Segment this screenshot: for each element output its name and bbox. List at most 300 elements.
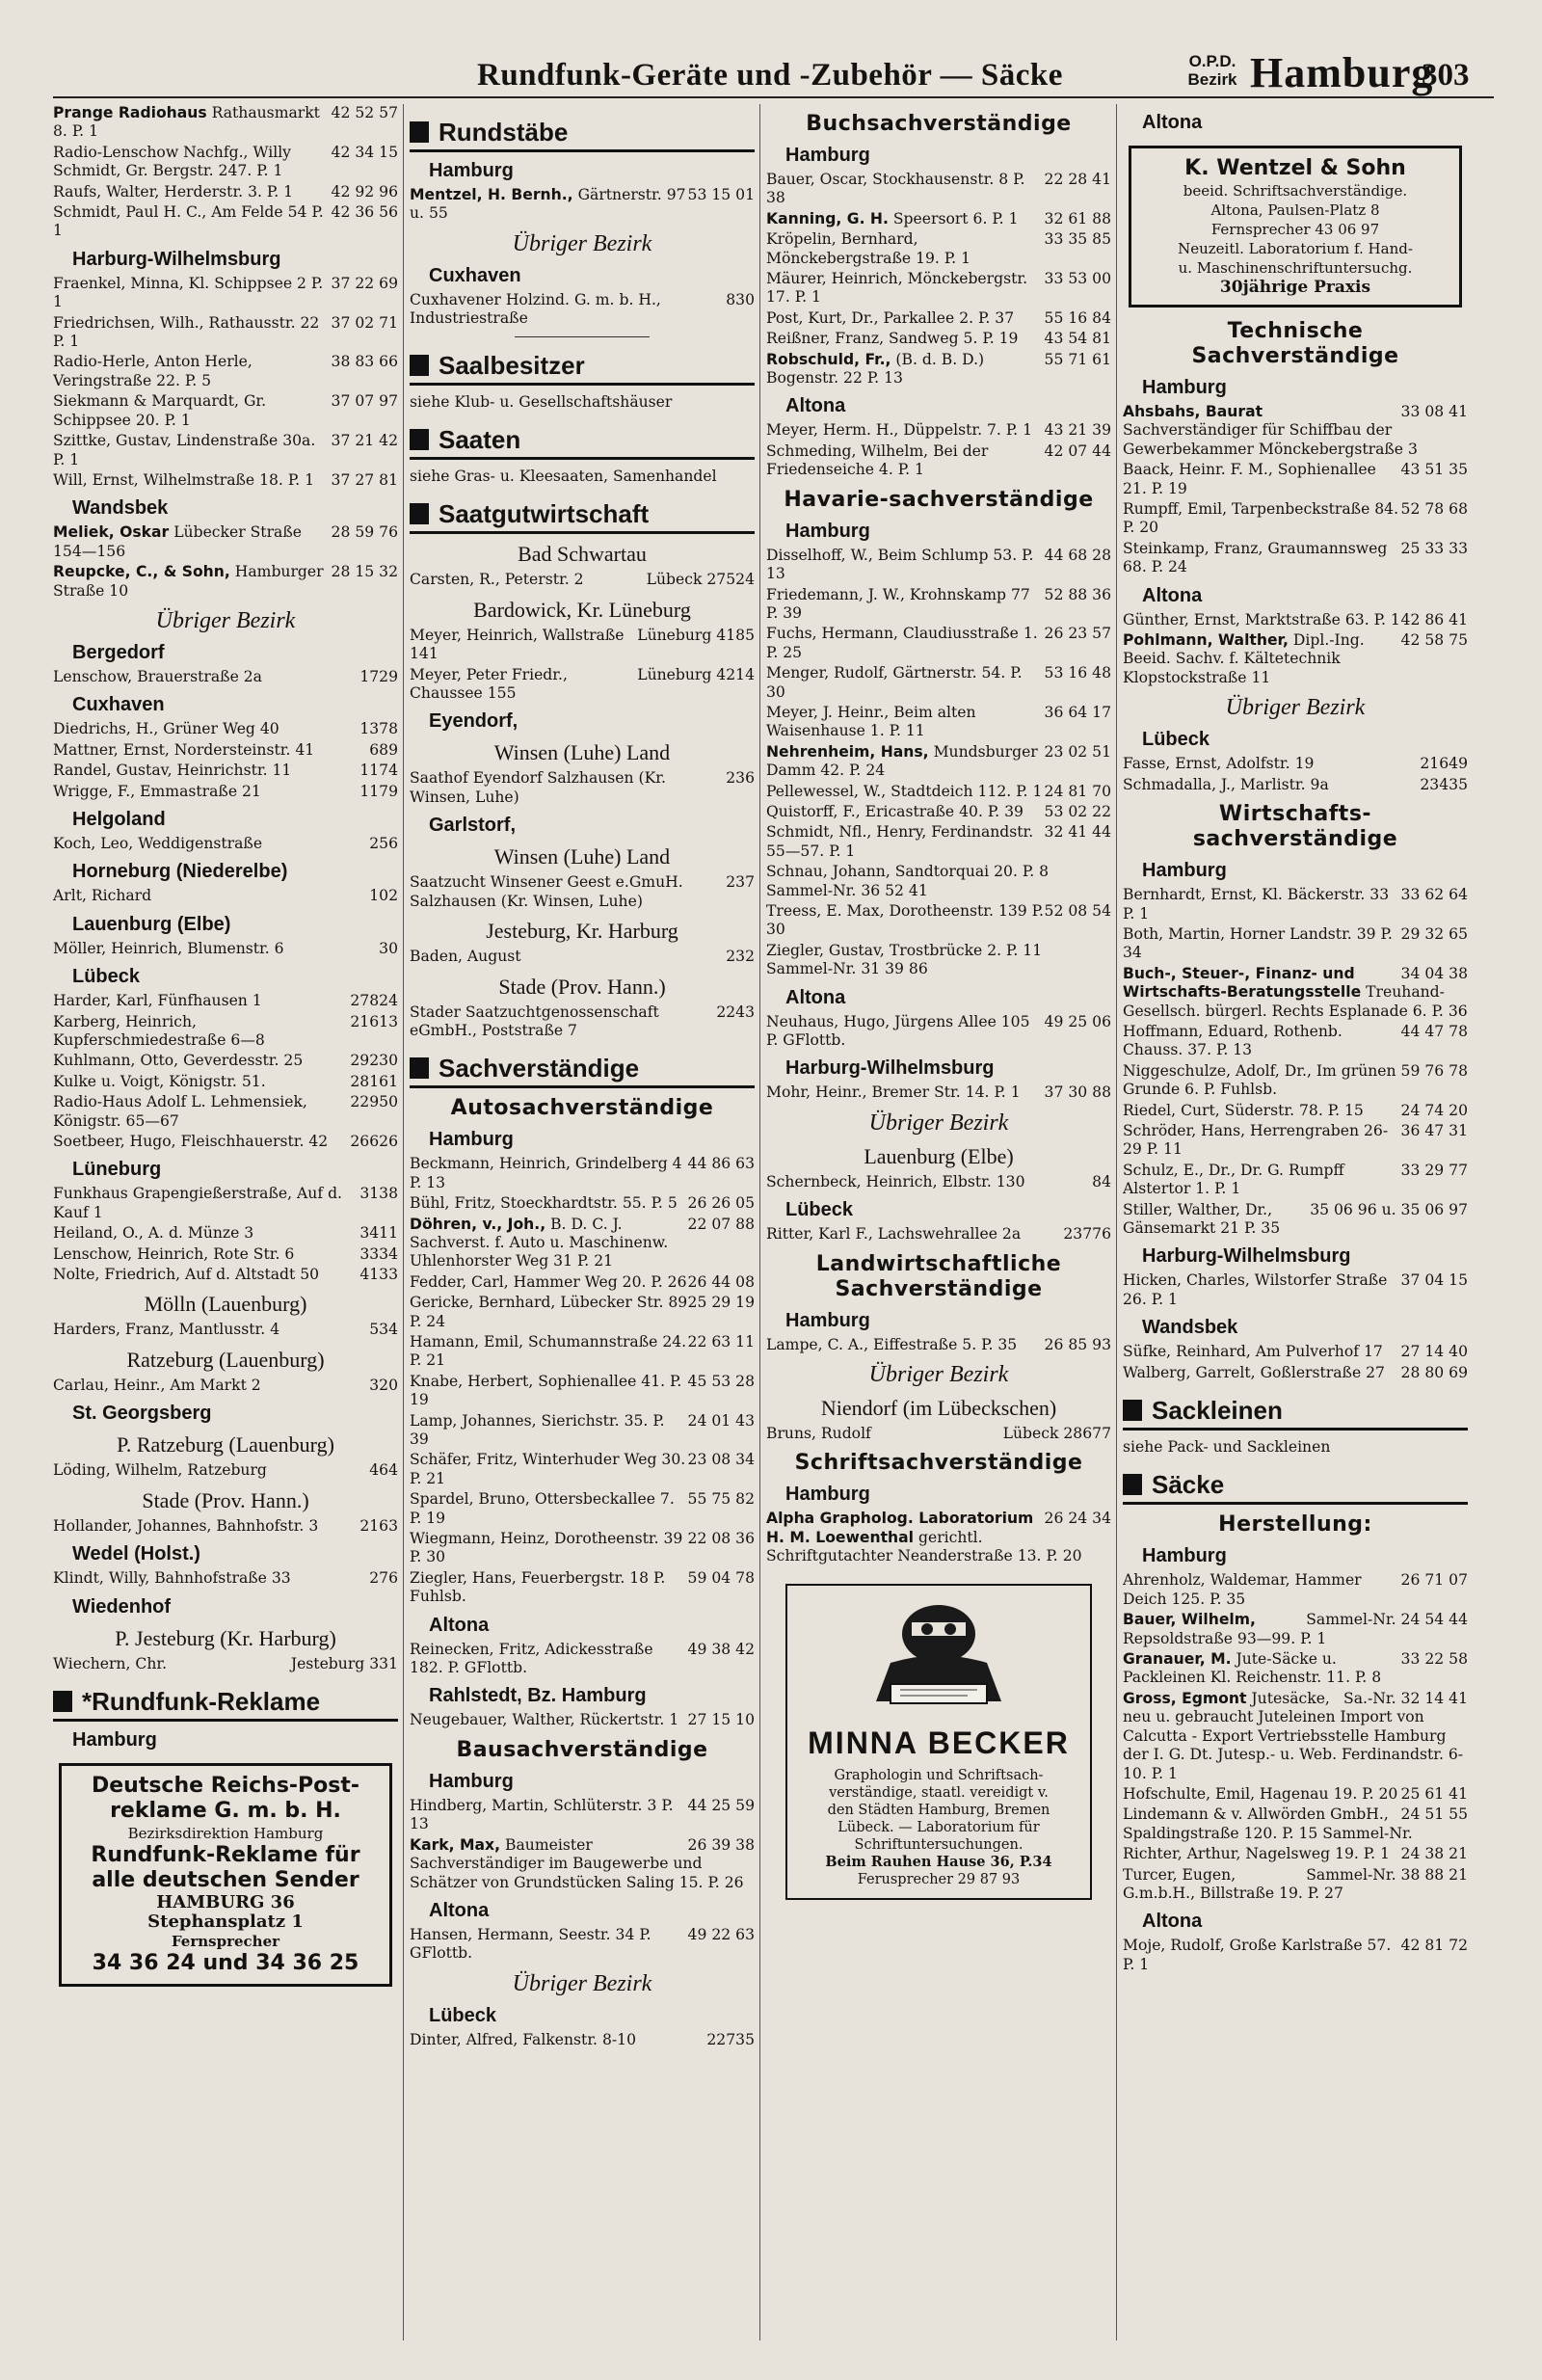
phone-number: 22 63 11 xyxy=(687,1332,755,1350)
directory-entry xyxy=(1123,965,1468,1021)
cross-reference: siehe Gras- u. Kleesaaten, Samenhandel xyxy=(410,468,717,486)
entry-address: Bauer, Oscar, Stockhausenstr. 8 P. 38 xyxy=(766,171,1025,207)
entry-address: Mäurer, Heinrich, Mönckebergstr. 17. P. 1 xyxy=(766,270,1028,307)
directory-entry xyxy=(1123,1690,1468,1783)
entry-address: Funkhaus Grapengießerstraße, Auf d. Kauf 1 xyxy=(53,1185,343,1221)
entry-address: B. D. C. J. Sachverst. f. Auto u. Maschinenw. Uhlenhorster Weg 31 P. 21 xyxy=(410,1215,669,1270)
entry-address: Jutesäcke, neu u. gebraucht Juteleinen Import von Calcutta - Export Vertriebsstelle Hamburg der I. G. Dt. Jutesp.- u. Web. Ferdinandstr. 6-10. P. 1 xyxy=(1123,1689,1464,1782)
phone-number: 32 41 44 xyxy=(1044,823,1111,842)
location-heading: Altona xyxy=(1142,584,1203,606)
location-heading: Eyendorf, xyxy=(429,710,518,733)
phone-number: 52 88 36 xyxy=(1044,585,1111,603)
entry-list xyxy=(410,1641,755,1678)
entry-list xyxy=(410,186,755,224)
entry-address: (B. d. B. D.) Bogenstr. 22 P. 13 xyxy=(766,350,985,388)
phone-number: 1729 xyxy=(359,667,398,685)
entry-address: Friedemann, J. W., Krohnskamp 77 P. 39 xyxy=(766,585,1030,622)
entry-address: Arlt, Richard xyxy=(53,887,152,905)
directory-entry xyxy=(53,203,398,241)
directory-entry xyxy=(766,309,1111,328)
entry-address: Karberg, Heinrich, Kupferschmiedestraße 6—8 xyxy=(53,1012,265,1049)
entry-address: Ziegler, Gustav, Trostbrücke 2. P. 11 Sammel-Nr. 31 39 86 xyxy=(766,941,1043,978)
phone-number: 53 15 01 xyxy=(687,186,755,203)
entry-address: Schulz, E., Dr., Dr. G. Rumpff Alstertor 1. P. 1 xyxy=(1123,1161,1344,1198)
subcategory-heading: Havarie-sachverständige xyxy=(784,487,1094,512)
entry-address: Ziegler, Hans, Feuerbergstr. 18 P. Fuhlsb. xyxy=(410,1568,666,1606)
location-heading: Lauenburg (Elbe) xyxy=(864,1143,1014,1168)
directory-entry xyxy=(410,1373,755,1410)
entry-address: Lenschow, Brauerstraße 2a xyxy=(53,667,262,685)
entry-address: Reißner, Franz, Sandweg 5. P. 19 xyxy=(766,330,1019,348)
entry-address: Bruns, Rudolf xyxy=(766,1425,871,1443)
entry-list xyxy=(410,627,755,704)
directory-entry xyxy=(766,823,1111,861)
entry-list xyxy=(1123,886,1468,1238)
directory-entry xyxy=(53,783,398,801)
column-rule xyxy=(759,104,760,2340)
entry-address: Treess, E. Max, Dorotheenstr. 139 P. 30 xyxy=(766,902,1044,939)
entry-address: Lamp, Johannes, Sierichstr. 35. P. 39 xyxy=(410,1411,665,1448)
entry-list xyxy=(410,769,755,807)
entry-address: Bühl, Fritz, Stoeckhardtstr. 55. P. 5 xyxy=(410,1194,678,1213)
phone-number: 1179 xyxy=(359,782,398,800)
opd-bottom: Bezirk xyxy=(1187,70,1237,89)
location-heading: Stade (Prov. Hann.) xyxy=(498,974,666,999)
phone-number: 27 14 40 xyxy=(1400,1343,1468,1361)
directory-entry xyxy=(1123,1102,1468,1120)
phone-number: 42 34 15 xyxy=(331,143,398,161)
location-heading: Hamburg xyxy=(429,160,514,181)
directory-entry xyxy=(766,1336,1111,1354)
opd-top: O.P.D. xyxy=(1188,52,1236,70)
location-heading: Bergedorf xyxy=(72,641,165,663)
directory-entry xyxy=(1123,1364,1468,1382)
directory-entry xyxy=(766,547,1111,584)
directory-entry xyxy=(766,902,1111,940)
entry-address: Dipl.-Ing. Beeid. Sachv. f. Kältetechnik Klopstockstraße 11 xyxy=(1123,631,1365,686)
entry-list xyxy=(53,1569,398,1588)
entry-address: Rumpff, Emil, Tarpenbeckstraße 84. P. 20 xyxy=(1123,500,1399,537)
entry-list xyxy=(766,1336,1111,1354)
location-heading: Harburg-Wilhelmsburg xyxy=(72,248,281,270)
entry-address: Saathof Eyendorf Salzhausen (Kr. Winsen, Luhe) xyxy=(410,769,666,806)
entry-name: Döhren, v., Joh., xyxy=(410,1215,546,1233)
phone-number: 37 04 15 xyxy=(1400,1271,1468,1290)
directory-entry xyxy=(410,948,755,966)
directory-entry xyxy=(1123,1343,1468,1361)
entry-address: Gärtnerstr. 97 u. 55 xyxy=(410,186,686,223)
entry-list xyxy=(766,1083,1111,1102)
entry-address: Lampe, C. A., Eiffestraße 5. P. 35 xyxy=(766,1335,1018,1353)
entry-name: Alpha Grapholog. Laboratorium H. M. Loewenthal xyxy=(766,1510,1034,1546)
phone-number: 42 92 96 xyxy=(331,182,398,201)
entry-address: Meyer, Peter Friedr., Chaussee 155 xyxy=(410,665,568,703)
location-heading: Wandsbek xyxy=(1142,1317,1238,1339)
region-heading: Übriger Bezirk xyxy=(1225,695,1366,721)
entry-name: Nehrenheim, Hans, xyxy=(766,742,929,761)
entry-address: Ritter, Karl F., Lachswehrallee 2a xyxy=(766,1225,1022,1243)
phone-number: 24 81 70 xyxy=(1044,782,1111,800)
location-heading: St. Georgsberg xyxy=(72,1403,212,1425)
directory-entry xyxy=(766,586,1111,624)
phone-number: 37 30 88 xyxy=(1044,1083,1111,1102)
entry-list xyxy=(53,1655,398,1673)
entry-list xyxy=(53,835,398,853)
location-heading: Hamburg xyxy=(72,1728,157,1751)
directory-entry xyxy=(53,144,398,181)
directory-entry xyxy=(766,442,1111,480)
directory-entry xyxy=(53,104,398,142)
phone-number: 236 xyxy=(726,769,755,788)
entry-address: Steinkamp, Franz, Graumannsweg 68. P. 24 xyxy=(1123,539,1388,576)
reading-figure-illustration xyxy=(833,1595,1045,1711)
entry-list xyxy=(1123,403,1468,577)
directory-entry xyxy=(410,291,755,329)
entry-address: Carsten, R., Peterstr. 2 xyxy=(410,571,584,589)
directory-entry xyxy=(1123,886,1468,923)
cross-reference: siehe Pack- und Sackleinen xyxy=(1123,1438,1331,1457)
directory-entry xyxy=(1123,461,1468,498)
entry-list xyxy=(53,104,398,241)
location-heading: Wiedenhof xyxy=(72,1595,172,1618)
entry-address: Rathausmarkt 8. P. 1 xyxy=(53,104,320,141)
entry-name: Prange Radiohaus xyxy=(53,104,207,121)
entry-address: Hindberg, Martin, Schlüterstr. 3 P. 13 xyxy=(410,1796,674,1833)
directory-entry xyxy=(410,1836,755,1892)
entry-address: Koch, Leo, Weddigenstraße xyxy=(53,834,263,852)
phone-number: 52 08 54 xyxy=(1044,902,1111,920)
entry-address: Richter, Arthur, Nagelsweg 19. P. 1 xyxy=(1123,1845,1390,1863)
region-heading: Übriger Bezirk xyxy=(868,1110,1009,1136)
entry-address: Meyer, Heinrich, Wallstraße 141 xyxy=(410,626,625,663)
phone-number: 44 68 28 xyxy=(1044,546,1111,564)
phone-number: 29230 xyxy=(350,1052,398,1070)
entry-list xyxy=(53,1321,398,1339)
entry-address: Jute-Säcke u. Packleinen Kl. Reichenstr. 11. P. 8 xyxy=(1123,1650,1382,1687)
phone-number: 59 76 78 xyxy=(1400,1061,1468,1080)
entry-address: Turcer, Eugen, G.m.b.H., Billstraße 19. P. 27 xyxy=(1123,1865,1343,1902)
location-heading: Bardowick, Kr. Lüneburg xyxy=(473,597,691,622)
location-subheading: P. Jesteburg (Kr. Harburg) xyxy=(115,1625,336,1650)
directory-entry xyxy=(53,1093,398,1131)
square-bullet-icon xyxy=(410,355,429,376)
phone-number: 35 06 96 u. 35 06 97 xyxy=(1310,1200,1468,1218)
entry-address: Harders, Franz, Mantlusstr. 4 xyxy=(53,1321,280,1339)
directory-entry xyxy=(53,1569,398,1588)
directory-entry xyxy=(766,1225,1111,1243)
entry-address: Friedrichsen, Wilh., Rathausstr. 22 P. 1 xyxy=(53,313,320,351)
phone-number: 49 22 63 xyxy=(687,1925,755,1943)
entry-address: gerichtl. Schriftgutachter Neanderstraße 13. P. 20 xyxy=(766,1528,1082,1565)
phone-number: 26 85 93 xyxy=(1044,1335,1111,1353)
entry-address: Stiller, Walther, Dr., Gänsemarkt 21 P. 35 xyxy=(1123,1200,1281,1237)
location-heading: Garlstorf, xyxy=(429,815,517,837)
entry-address: Schmidt, Nfl., Henry, Ferdinandstr. 55—57. P. 1 xyxy=(766,823,1034,860)
entry-name: Pohlmann, Walther, xyxy=(1123,631,1289,650)
entry-address: Wrigge, F., Emmastraße 21 xyxy=(53,782,261,800)
directory-entry xyxy=(766,1013,1111,1051)
column-4 xyxy=(1123,104,1468,2360)
directory-entry xyxy=(1123,755,1468,773)
entry-address: Speersort 6. P. 1 xyxy=(892,209,1019,227)
entry-address: Kuhlmann, Otto, Geverdesstr. 25 xyxy=(53,1052,304,1070)
entry-address: Fuchs, Hermann, Claudiusstraße 1. P. 25 xyxy=(766,625,1038,661)
phone-number: 36 64 17 xyxy=(1044,703,1111,721)
entry-list xyxy=(1123,755,1468,794)
subcategory-heading: Autosachverständige xyxy=(450,1096,714,1121)
entry-address: Lenschow, Heinrich, Rote Str. 6 xyxy=(53,1244,295,1263)
phone-number: 26 26 05 xyxy=(687,1194,755,1213)
directory-entry xyxy=(766,625,1111,662)
subcategory-heading: Landwirtschaftliche Sachverständige xyxy=(815,1251,1062,1301)
phone-number: 30 xyxy=(379,939,398,957)
location-heading: Lübeck xyxy=(429,2004,497,2026)
location-heading: Hamburg xyxy=(1142,1545,1227,1567)
entry-address: Meyer, Herm. H., Düppelstr. 7. P. 1 xyxy=(766,421,1032,440)
phone-number: 42 81 72 xyxy=(1400,1937,1468,1955)
page-title: Rundfunk-Geräte und -Zubehör — Säcke xyxy=(477,58,1063,93)
directory-entry xyxy=(766,704,1111,741)
region-heading: Übriger Bezirk xyxy=(512,1970,652,1996)
phone-number: 43 54 81 xyxy=(1044,330,1111,348)
entry-name: Kark, Max, xyxy=(410,1835,501,1854)
directory-entry xyxy=(410,666,755,704)
category-heading: Saaten xyxy=(410,425,755,460)
entry-name: Mentzel, H. Bernh., xyxy=(410,186,573,203)
phone-number: 37 07 97 xyxy=(331,392,398,411)
entry-address: Randel, Gustav, Heinrichstr. 11 xyxy=(53,762,292,780)
phone-number: 33 22 58 xyxy=(1400,1650,1468,1669)
phone-number: Sa.-Nr. 32 14 41 xyxy=(1343,1689,1468,1707)
entry-address: Mundsburger Damm 42. P. 24 xyxy=(766,742,1038,780)
entry-address: Löding, Wilhelm, Ratzeburg xyxy=(53,1461,267,1480)
location-heading: Hamburg xyxy=(429,1129,514,1151)
location-heading: Cuxhaven xyxy=(72,694,165,716)
subcategory-heading: Schriftsachverständige xyxy=(794,1451,1083,1476)
directory-entry xyxy=(410,1569,755,1607)
entry-list xyxy=(766,547,1111,979)
entry-address: Kulke u. Voigt, Königstr. 51. xyxy=(53,1072,266,1090)
entry-list xyxy=(1123,611,1468,688)
entry-address: Baden, August xyxy=(410,948,521,966)
region-heading: Übriger Bezirk xyxy=(155,607,296,633)
phone-number: 23435 xyxy=(1420,775,1468,793)
directory-entry xyxy=(53,1133,398,1151)
category-heading: Säcke xyxy=(1123,1470,1468,1505)
directory-entry xyxy=(53,523,398,561)
phone-number: Sammel-Nr. 24 54 44 xyxy=(1306,1611,1468,1629)
entry-list xyxy=(766,421,1111,479)
phone-number: 25 33 33 xyxy=(1400,539,1468,557)
phone-number: 25 61 41 xyxy=(1400,1784,1468,1803)
cross-reference: siehe Klub- u. Gesellschaftshäuser xyxy=(410,392,673,411)
entry-list xyxy=(53,1185,398,1284)
entry-address: Fraenkel, Minna, Kl. Schippsee 2 P. 1 xyxy=(53,274,324,311)
directory-entry xyxy=(766,330,1111,348)
phone-number: 24 38 21 xyxy=(1400,1845,1468,1863)
location-heading: Lübeck xyxy=(72,966,141,988)
phone-number: 26 71 07 xyxy=(1400,1571,1468,1590)
phone-number: 320 xyxy=(369,1376,398,1394)
directory-entry xyxy=(53,762,398,780)
directory-entry xyxy=(53,314,398,352)
opd-label xyxy=(1179,52,1246,89)
entry-address: Radio-Haus Adolf L. Lehmensiek, Königstr. 65—67 xyxy=(53,1093,307,1130)
phone-number: 33 62 64 xyxy=(1400,886,1468,904)
location-heading: Harburg-Wilhelmsburg xyxy=(1142,1245,1351,1268)
location-heading: Wandsbek xyxy=(72,497,169,520)
entry-address: Baumeister Sachverständiger im Baugewerbe und Schätzer von Grundstücken Saling 15. P. 26 xyxy=(410,1835,744,1891)
location-heading: Wedel (Holst.) xyxy=(72,1543,200,1565)
directory-entry xyxy=(1123,1162,1468,1199)
entry-list xyxy=(53,668,398,686)
entry-address: Hofschulte, Emil, Hagenau 19. P. 20 xyxy=(1123,1784,1398,1803)
phone-number: 2163 xyxy=(359,1516,398,1535)
entry-list xyxy=(53,992,398,1151)
directory-entry xyxy=(766,171,1111,208)
directory-entry xyxy=(766,803,1111,821)
location-heading: Hamburg xyxy=(1142,860,1227,882)
entry-list xyxy=(410,291,755,329)
category-heading: Saatgutwirtschaft xyxy=(410,499,755,534)
entry-list xyxy=(53,275,398,490)
entry-name: Robschuld, Fr., xyxy=(766,350,891,368)
location-heading: Horneburg (Niederelbe) xyxy=(72,861,288,883)
phone-number: Sammel-Nr. 38 88 21 xyxy=(1306,1865,1468,1884)
directory-entry xyxy=(410,769,755,807)
square-bullet-icon xyxy=(410,121,429,143)
phone-number: 37 27 81 xyxy=(331,470,398,489)
entry-address: Wiechern, Chr. xyxy=(53,1654,168,1672)
directory-entry xyxy=(53,835,398,853)
phone-number: 830 xyxy=(726,290,755,308)
location-heading: Helgoland xyxy=(72,808,166,830)
phone-number: 276 xyxy=(369,1569,398,1588)
phone-number: 43 21 39 xyxy=(1044,421,1111,440)
entry-list xyxy=(410,1155,755,1606)
directory-entry xyxy=(410,1490,755,1528)
entry-list xyxy=(766,1510,1111,1565)
entry-list xyxy=(53,523,398,601)
phone-number: 49 38 42 xyxy=(687,1640,755,1658)
entry-address: Treuhand-Gesellsch. bürgerl. Rechts Esplanade 6. P. 36 xyxy=(1123,983,1468,1020)
phone-number: 37 02 71 xyxy=(331,313,398,332)
entry-name: Kanning, G. H. xyxy=(766,209,889,227)
location-heading: Altona xyxy=(1142,112,1203,133)
directory-entry xyxy=(1123,1023,1468,1060)
directory-entry xyxy=(53,668,398,686)
phone-number: Lübeck 27524 xyxy=(646,571,755,589)
entry-address: Kröpelin, Bernhard, Mönckebergstraße 19. P. 1 xyxy=(766,230,970,267)
phone-number: 33 08 41 xyxy=(1400,403,1468,420)
entry-address: Soetbeer, Hugo, Fleischhauerstr. 42 xyxy=(53,1133,329,1151)
directory-entry xyxy=(410,873,755,911)
phone-number: 42 58 75 xyxy=(1400,631,1468,650)
entry-address: Harder, Karl, Fünfhausen 1 xyxy=(53,992,262,1010)
entry-name: Ahsbahs, Baurat xyxy=(1123,403,1263,420)
entry-address: Niggeschulze, Adolf, Dr., Im grünen Grunde 6. P. Fuhlsb. xyxy=(1123,1061,1396,1099)
location-heading: Hamburg xyxy=(785,520,870,542)
phone-number: 37 22 69 xyxy=(331,274,398,292)
phone-number: 26 44 08 xyxy=(687,1272,755,1291)
directory-entry xyxy=(410,1216,755,1271)
entry-address: Beckmann, Heinrich, Grindelberg 4 P. 13 xyxy=(410,1155,682,1191)
phone-number: 24 01 43 xyxy=(687,1411,755,1430)
entry-list xyxy=(766,1173,1111,1191)
directory-entry xyxy=(1123,540,1468,577)
directory-entry xyxy=(53,1185,398,1222)
phone-number: 2243 xyxy=(716,1003,755,1021)
entry-address: Lübecker Straße 154—156 xyxy=(53,523,302,560)
column-1 xyxy=(53,104,398,2360)
square-bullet-icon xyxy=(410,1057,429,1079)
directory-entry xyxy=(766,210,1111,228)
phone-number: 36 47 31 xyxy=(1400,1121,1468,1139)
directory-entry xyxy=(53,1224,398,1243)
location-heading: Bad Schwartau xyxy=(518,542,647,567)
directory-entry xyxy=(1123,1271,1468,1309)
directory-entry xyxy=(410,1155,755,1192)
phone-number: 21613 xyxy=(350,1012,398,1030)
entry-address: Süfke, Reinhard, Am Pulverhof 17 xyxy=(1123,1343,1383,1361)
entry-address: Schröder, Hans, Herrengraben 26-29 P. 11 xyxy=(1123,1121,1389,1159)
directory-entry xyxy=(53,353,398,390)
directory-entry xyxy=(53,1052,398,1070)
location-heading: Hamburg xyxy=(1142,377,1227,398)
entry-list xyxy=(53,1461,398,1480)
advert-title: MINNA BECKER xyxy=(808,1725,1070,1760)
phone-number: 44 47 78 xyxy=(1400,1022,1468,1040)
subcategory-heading: Wirtschafts-sachverständige xyxy=(1192,802,1398,852)
entry-list xyxy=(1123,1343,1468,1382)
entry-address: Schmeding, Wilhelm, Bei der Friedenseiche 4. P. 1 xyxy=(766,441,989,479)
directory-entry xyxy=(766,743,1111,781)
entry-list xyxy=(410,1926,755,1964)
directory-entry xyxy=(53,471,398,490)
entry-address: Hollander, Johannes, Bahnhofstr. 3 xyxy=(53,1516,319,1535)
location-heading: Jesteburg, Kr. Harburg xyxy=(486,919,678,944)
directory-entry xyxy=(1123,1201,1468,1239)
entry-name: Gross, Egmont xyxy=(1123,1689,1247,1707)
directory-entry xyxy=(53,1013,398,1051)
phone-number: Jesteburg 331 xyxy=(290,1654,398,1672)
entry-list xyxy=(53,720,398,801)
directory-entry xyxy=(53,275,398,312)
location-heading: Hamburg xyxy=(785,145,870,166)
entry-address: Mattner, Ernst, Nordersteinstr. 41 xyxy=(53,740,315,759)
entry-address: Bernhardt, Ernst, Kl. Bäckerstr. 33 P. 1 xyxy=(1123,886,1390,923)
entry-address: Walberg, Garrelt, Goßlerstraße 27 xyxy=(1123,1363,1385,1381)
directory-entry xyxy=(410,1641,755,1678)
directory-entry xyxy=(1123,1650,1468,1688)
directory-entry xyxy=(1123,1805,1468,1843)
directory-entry xyxy=(1123,631,1468,687)
phone-number: 45 53 28 xyxy=(687,1372,755,1390)
location-heading: Stade (Prov. Hann.) xyxy=(142,1487,309,1512)
location-subheading: Winsen (Luhe) Land xyxy=(493,844,671,869)
phone-number: 256 xyxy=(369,834,398,852)
phone-number: 52 78 68 xyxy=(1400,500,1468,519)
phone-number: 55 16 84 xyxy=(1044,308,1111,327)
phone-number: 26 24 34 xyxy=(1044,1510,1111,1528)
phone-number: 23 02 51 xyxy=(1044,742,1111,761)
directory-entry xyxy=(410,1451,755,1488)
phone-number: 1378 xyxy=(359,720,398,738)
directory-entry xyxy=(766,942,1111,979)
entry-address: Disselhoff, W., Beim Schlump 53. P. 13 xyxy=(766,546,1034,583)
entry-address: Möller, Heinrich, Blumenstr. 6 xyxy=(53,939,284,957)
entry-list xyxy=(766,1013,1111,1051)
